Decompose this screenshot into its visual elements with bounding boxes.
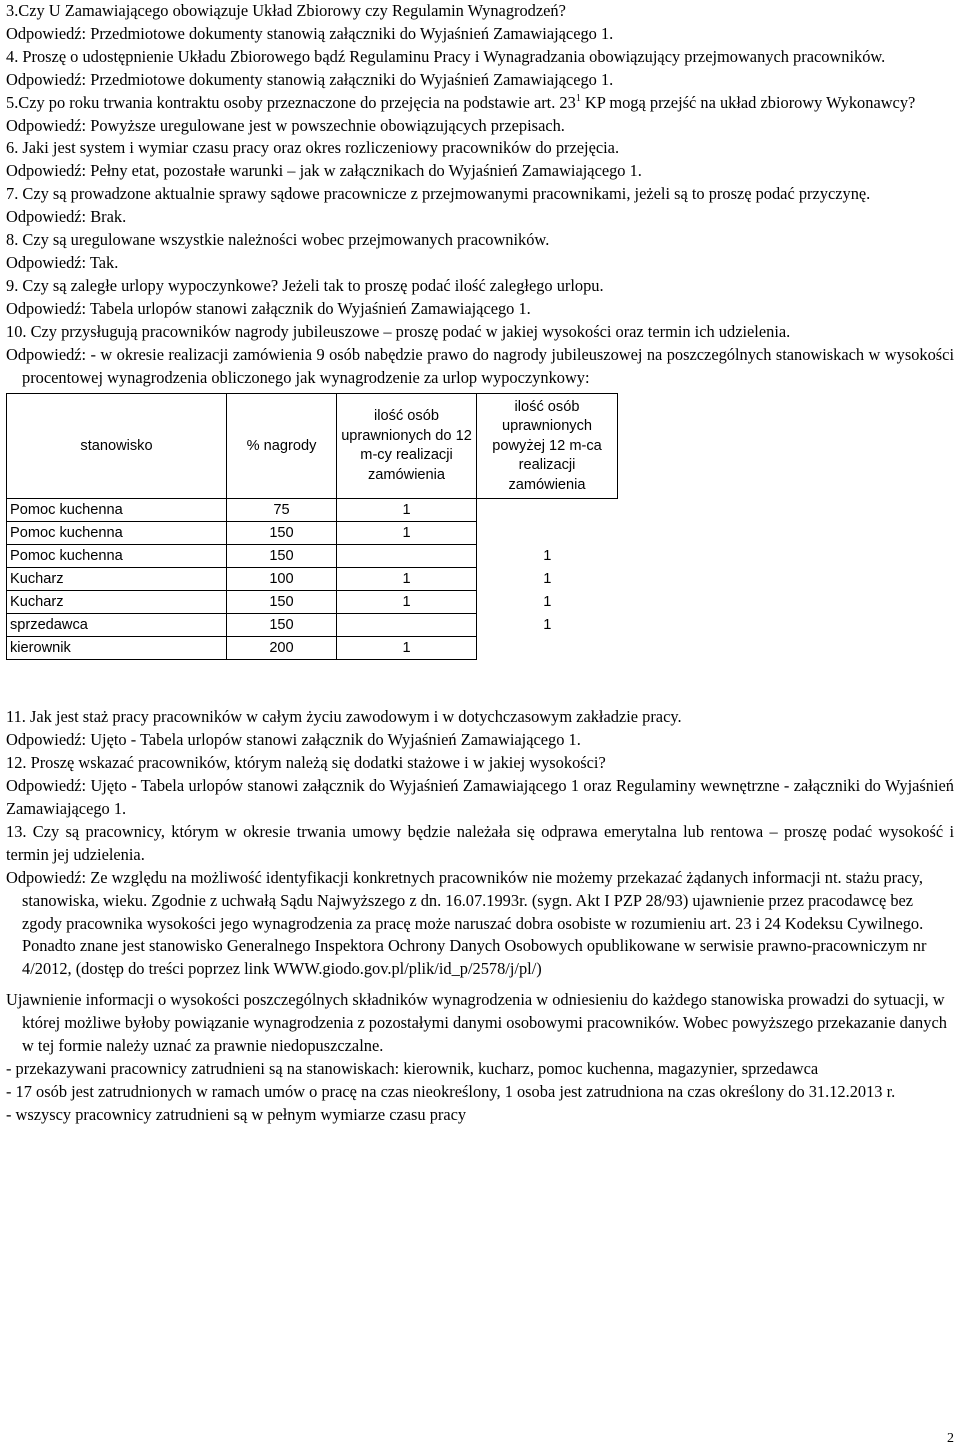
question-8: 8. Czy są uregulowane wszystkie należności wobec przejmowanych pracowników. bbox=[6, 230, 550, 250]
cell-powyzej-12: 1 bbox=[543, 570, 552, 587]
page-number: 2 bbox=[947, 1431, 954, 1446]
question-10: 10. Czy przysługują pracowników nagrody jubileuszowe – proszę podać w jakiej wysokości oraz termin ich udzielenia. bbox=[6, 321, 791, 341]
cell-powyzej-12: 1 bbox=[543, 616, 552, 633]
table-row bbox=[7, 522, 618, 545]
cell-do-12 bbox=[337, 545, 477, 568]
cell-powyzej-12: 1 bbox=[543, 593, 552, 610]
cell-powyzej-12 bbox=[477, 499, 618, 522]
cell-nagrody: 150 bbox=[227, 591, 337, 614]
question-7: 7. Czy są prowadzone aktualnie sprawy sądowe pracownicze z przejmowanymi pracownikami, jeżeli są to proszę podać przyczynę. bbox=[6, 184, 871, 204]
answer-9: Odpowiedź: Tabela urlopów stanowi załącznik do Wyjaśnień Zamawiającego 1. bbox=[6, 298, 531, 318]
table-row bbox=[7, 614, 618, 637]
cell-stanowisko: sprzedawca bbox=[7, 614, 227, 637]
question-3: 3.Czy U Zamawiającego obowiązuje Układ Zbiorowy czy Regulamin Wynagrodzeń? bbox=[6, 1, 566, 20]
header-do-12: ilość osób uprawnionych do 12 m-cy realizacji zamówienia bbox=[337, 394, 477, 499]
answer-7: Odpowiedź: Brak. bbox=[6, 207, 127, 227]
cell-do-12: 1 bbox=[337, 522, 477, 545]
cell-nagrody: 150 bbox=[227, 522, 337, 545]
answer-13: Odpowiedź: Ze względu na możliwość identyfikacji konkretnych pracowników nie możemy przekazać żądanych informacji nt. stażu pracy, stanowiska, wieku. Zgodnie z uchwałą Sądu Najwyższego z dn. 16.07.1993r. (sygn. Akt I PZP 28/93) ujawnienie przez pracodawcę bez zgody pracownika wysokości jego wynagrodzenia za pracę może naruszać dobra osobiste w rozumieniu art. 23 i 24 Kodeksu Cywilnego. Ponadto znane jest stanowisko Generalnego Inspektora Ochrony Danych Osobowych opublikowane w serwisie prawno-pracowniczym nr 4/2012, (dostęp do treści poprzez link WWW.giodo.gov.pl/plik/id_p/2578/j/pl/) bbox=[6, 867, 927, 979]
cell-nagrody: 75 bbox=[227, 499, 337, 522]
cell-nagrody: 150 bbox=[227, 614, 337, 637]
question-5: 5.Czy po roku trwania kontraktu osoby przeznaczone do przejęcia na podstawie art. $23^1$ KP mogą przejść na układ zbiorowy Wykonawcy? bbox=[6, 92, 916, 112]
cell-nagrody: 200 bbox=[227, 637, 337, 660]
cell-do-12: 1 bbox=[337, 568, 477, 591]
question-12: 12. Proszę wskazać pracowników, którym należą się dodatki stażowe i w jakiej wysokości? bbox=[6, 753, 606, 773]
question-6: 6. Jaki jest system i wymiar czasu pracy oraz okres rozliczeniowy pracowników do przejęcia. bbox=[6, 138, 620, 158]
cell-stanowisko: Pomoc kuchenna bbox=[7, 545, 227, 568]
jubilee-awards-table bbox=[6, 393, 618, 660]
table-row bbox=[7, 568, 618, 591]
cell-do-12: 1 bbox=[337, 499, 477, 522]
cell-stanowisko: Pomoc kuchenna bbox=[7, 499, 227, 522]
spacer bbox=[6, 981, 954, 989]
answer-6: Odpowiedź: Pełny etat, pozostałe warunki – jak w załącznikach do Wyjaśnień Zamawiającego 1. bbox=[6, 161, 642, 181]
header-powyzej-12: ilość osób uprawnionych powyżej 12 m-ca realizacji zamówienia bbox=[477, 394, 618, 499]
answer-8: Odpowiedź: Tak. bbox=[6, 252, 119, 272]
cell-powyzej-12: 1 bbox=[543, 547, 552, 564]
cell-stanowisko: Kucharz bbox=[7, 568, 227, 591]
question-13: 13. Czy są pracownicy, którym w okresie trwania umowy będzie należała się odprawa emerytalna lub rentowa – proszę podać wysokość i termin jej udzielenia. bbox=[6, 821, 954, 864]
cell-do-12 bbox=[337, 614, 477, 637]
question-4: 4. Proszę o udostępnienie Układu Zbiorowego bądź Regulaminu Pracy i Wynagradzania obowiązujący przejmowanych pracowników. bbox=[6, 46, 886, 66]
answer-5: Odpowiedź: Powyższe uregulowane jest w powszechnie obowiązujących przepisach. bbox=[6, 115, 565, 135]
bullet-positions: - przekazywani pracownicy zatrudnieni są na stanowiskach: kierownik, kucharz, pomoc kuchenna, magazynier, sprzedawca bbox=[6, 1059, 819, 1078]
table-header-row bbox=[7, 394, 618, 499]
cell-stanowisko: Pomoc kuchenna bbox=[7, 522, 227, 545]
cell-powyzej-12 bbox=[477, 637, 618, 660]
header-nagrody: % nagrody bbox=[227, 394, 337, 499]
bullet-fulltime: - wszyscy pracownicy zatrudnieni są w pełnym wymiarze czasu pracy bbox=[6, 1104, 467, 1124]
answer-3: Odpowiedź: Przedmiotowe dokumenty stanowią załączniki do Wyjaśnień Zamawiającego 1. bbox=[6, 23, 614, 43]
document-body bbox=[6, 0, 954, 1127]
answer-11: Odpowiedź: Ujęto - Tabela urlopów stanowi załącznik do Wyjaśnień Zamawiającego 1. bbox=[6, 730, 581, 750]
cell-do-12: 1 bbox=[337, 637, 477, 660]
question-11: 11. Jak jest staż pracy pracowników w całym życiu zawodowym i w dotychczasowym zakładzie pracy. bbox=[6, 707, 682, 727]
cell-stanowisko: Kucharz bbox=[7, 591, 227, 614]
table-row bbox=[7, 545, 618, 568]
cell-stanowisko: kierownik bbox=[7, 637, 227, 660]
answer-10: Odpowiedź: - w okresie realizacji zamówienia 9 osób nabędzie prawo do nagrody jubileuszowej na poszczególnych stanowiskach w wysokości procentowej wynagrodzenia obliczonego jak wynagrodzenie za urlop wypoczynkowy: bbox=[6, 344, 954, 387]
cell-powyzej-12 bbox=[477, 522, 618, 545]
paragraph-disclosure: Ujawnienie informacji o wysokości poszczególnych składników wynagrodzenia w odniesieniu do każdego stanowiska prowadzi do sytuacji, w której możliwe byłoby powiązanie wynagrodzenia z pozostałymi danymi osobowymi pracowników. Wobec powyższego przekazanie danych w tej formie należy uznać za prawnie niedopuszczalne. bbox=[6, 990, 947, 1056]
cell-nagrody: 100 bbox=[227, 568, 337, 591]
cell-do-12: 1 bbox=[337, 591, 477, 614]
superscript: 1 bbox=[575, 92, 581, 104]
spacer bbox=[6, 660, 954, 706]
question-9: 9. Czy są zaległe urlopy wypoczynkowe? Jeżeli tak to proszę podać ilość zaległego urlopu. bbox=[6, 275, 604, 295]
answer-4: Odpowiedź: Przedmiotowe dokumenty stanowią załączniki do Wyjaśnień Zamawiającego 1. bbox=[6, 69, 614, 89]
answer-12: Odpowiedź: Ujęto - Tabela urlopów stanowi załącznik do Wyjaśnień Zamawiającego 1 oraz Regulaminy wewnętrzne - załączniki do Wyjaśnień Zamawiającego 1. bbox=[6, 776, 954, 819]
table-row bbox=[7, 499, 618, 522]
table-row bbox=[7, 637, 618, 660]
header-stanowisko: stanowisko bbox=[7, 394, 227, 499]
bullet-contracts: - 17 osób jest zatrudnionych w ramach umów o pracę na czas nieokreślony, 1 osoba jest zatrudniona na czas określony do 31.12.2013 r. bbox=[6, 1081, 896, 1101]
table-row bbox=[7, 591, 618, 614]
cell-nagrody: 150 bbox=[227, 545, 337, 568]
